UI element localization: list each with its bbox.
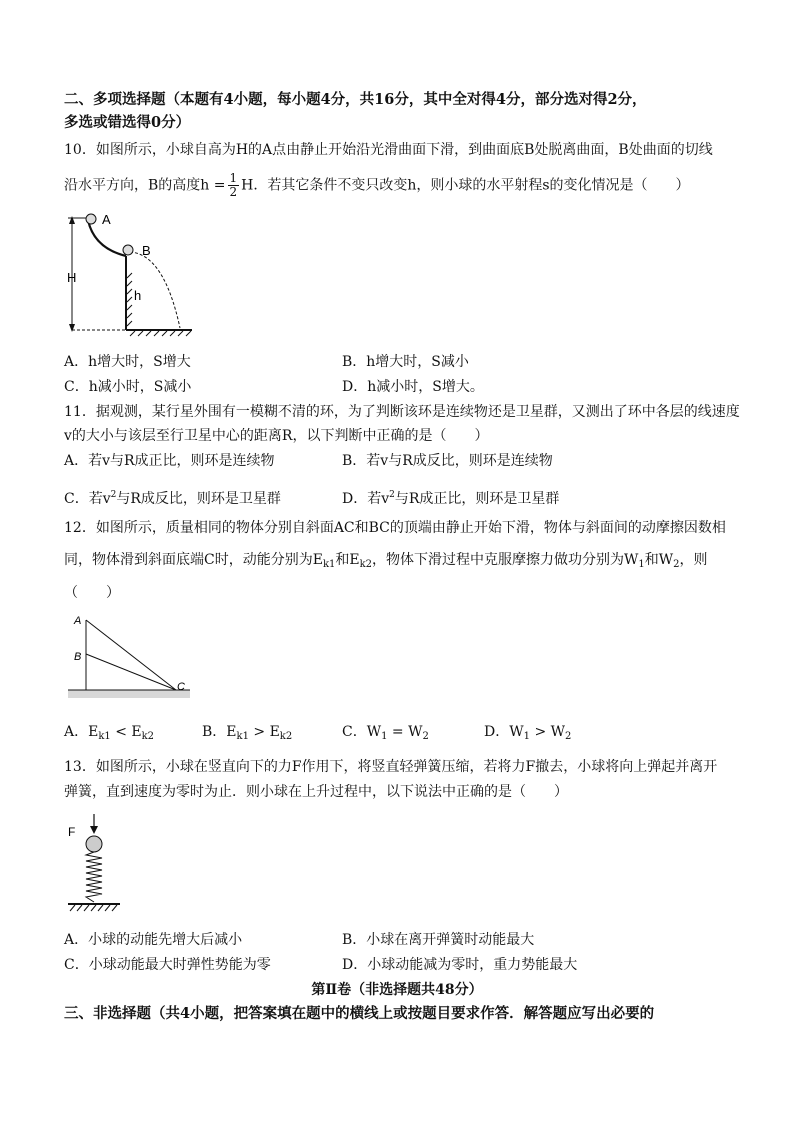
q12-stem-line2: 同，物体滑到斜面底端C时，动能分别为$E_{k1}$和$E_{k2}$，物体下滑过程中克服摩擦力做功分别为$W_1$和$W_2$，则 [64,552,708,570]
q10-option-a: A．h增大时，S增大 [64,354,191,370]
ground-hatching [70,905,117,911]
q10-option-b: B．h增大时，S减小 [342,354,469,370]
label-B: B [74,651,82,663]
label-A: A [74,615,82,627]
fraction-one-half: $\frac{1}{2}$ [229,171,238,199]
q13-stem-line1: 13．如图所示，小球在竖直向下的力F作用下，将竖直轻弹簧压缩，若将力F撤去，小球将向上弹起并离开 [64,759,718,775]
q12-option-a: A．$E_{k1} < E_{k2}$ [64,724,155,742]
label-H: H [67,270,77,285]
q12-option-c: C．$W_1 = W_2$ [342,724,429,742]
q10-option-c: C．h减小时，S减小 [64,379,192,395]
q10-stem-line2: 沿水平方向，B的高度h = $\frac{1}{2}$ H．若其它条件不变只改变h，则小球的水平射程s的变化情况是（ ） [64,171,690,199]
q13-option-c: C．小球动能最大时弹性势能为零 [64,957,271,973]
section3-title: 三、非选择题（共4小题，把答案填在题中的横线上或按题目要求作答．解答题应写出必要的 [64,1005,655,1022]
q13-figure-spring [64,812,134,917]
label-F: F [68,825,76,839]
q10-stem-line1: 10．如图所示，小球自高为H的A点由静止开始沿光滑曲面下滑，到曲面底B处脱离曲面，B处曲面的切线 [64,142,713,158]
q13-option-b: B．小球在离开弹簧时动能最大 [342,932,535,948]
q13-option-a: A．小球的动能先增大后减小 [64,932,243,948]
ball-a [86,214,96,224]
part2-title: 第Ⅱ卷（非选择题共48分） [311,982,483,998]
q12-stem-line1: 12．如图所示，质量相同的物体分别自斜面AC和BC的顶端由静止开始下滑，物体与斜面间的动摩擦因数相 [64,520,726,536]
q11-option-d: D．若$v^2$与R成正比，则环是卫星群 [342,490,560,507]
q13-option-d: D．小球动能减为零时，重力势能最大 [342,957,578,973]
label-B: B [142,243,151,258]
q11-stem-line1: 11．据观测，某行星外围有一模糊不清的环，为了判断该环是连续物还是卫星群，又测出了环中各层的线速度 [64,404,740,420]
q10-figure-curved-track [64,208,204,338]
ball-b [123,245,133,255]
section2-title-line2: 多选或错选得0分） [64,114,191,131]
spring [86,852,102,902]
ball [86,836,102,852]
section2-title-line1: 二、多项选择题（本题有4小题，每小题4分，共16分，其中全对得4分，部分选对得2分， [64,91,647,108]
label-A: A [102,212,111,227]
q12-option-d: D．$W_1 > W_2$ [484,724,572,742]
q12-stem-line3: （ ） [64,585,120,601]
wall-hatching [127,273,132,326]
label-C: C [177,681,185,693]
q12-option-b: B．$E_{k1} > E_{k2}$ [202,724,293,742]
q11-stem-line2: v的大小与该层至行卫星中心的距离R，以下判断中正确的是（ ） [64,428,489,444]
q10-option-d: D．h减小时，S增大。 [342,379,484,395]
q13-stem-line2: 弹簧，直到速度为零时为止．则小球在上升过程中，以下说法中正确的是（ ） [64,784,568,800]
label-h: h [134,288,142,303]
q11-option-c: C．若$v^2$与R成反比，则环是卫星群 [64,490,281,507]
q11-option-b: B．若v与R成反比，则环是连续物 [342,453,553,469]
ground-hatching [130,331,191,336]
q11-option-a: A．若v与R成正比，则环是连续物 [64,453,275,469]
q12-figure-inclines [64,610,194,705]
